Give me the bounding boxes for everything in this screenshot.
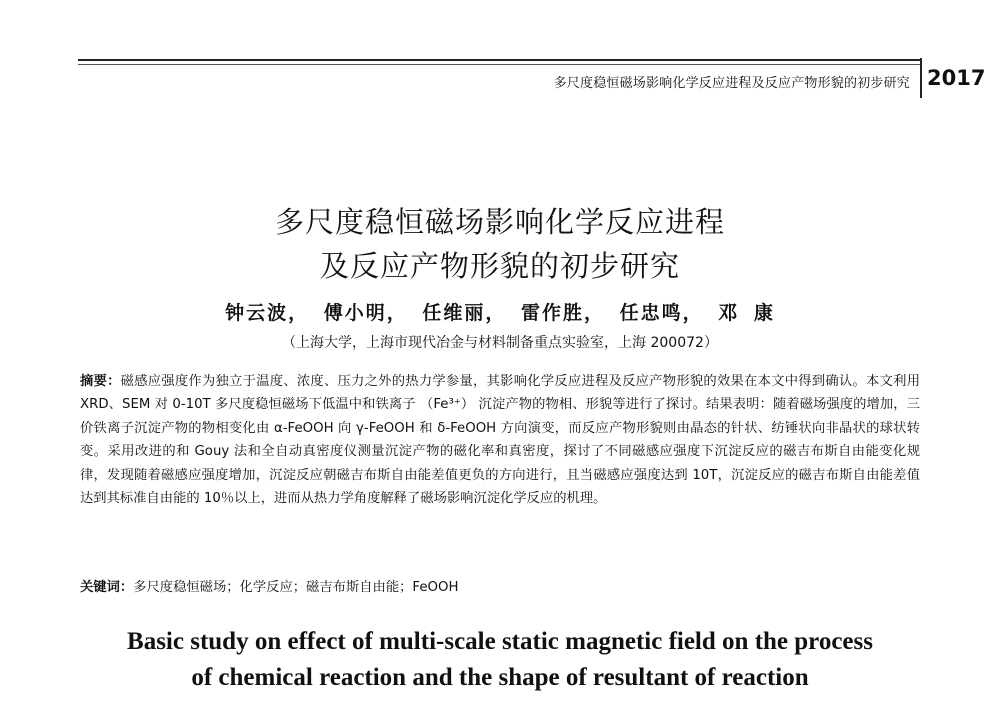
keywords [80, 576, 920, 595]
title-en-line1: Basic study on effect of multi-scale static magnetic field on the process [127, 628, 873, 655]
running-header: 多尺度稳恒磁场影响化学反应进程及反应产物形貌的初步研究 [553, 76, 910, 91]
header-divider [920, 58, 922, 98]
page-number: 2017 [927, 66, 986, 90]
header-rule [78, 59, 920, 61]
abstract-text: 磁感应强度作为独立于温度、浓度、压力之外的热力学参量，其影响化学反应进程及反应产物形貌的效果在本文中得到确认。本文利用 XRD、SEM 对 0-10T 多尺度稳恒磁场下低温中和铁离子 （Fe³⁺） 沉淀产物的物相、形貌等进行了探讨。结果表明：随着磁场强度的增加，三价铁离子沉淀产物的物相变化由 α-FeOOH 向 γ-FeOOH 和 δ-FeOOH 方向演变，而反应产物形貌则由晶态的针状、纺锤状向非晶状的球状转变。采用改进的和 Gouy 法和全自动真密度仪测量沉淀产物的磁化率和真密度，探讨了不同磁感应强度下沉淀反应的磁吉布斯自由能变化规律，发现随着磁感应强度增加，沉淀反应朝磁吉布斯自由能差值更负的方向进行，且当磁感应强度达到 10T，沉淀反应的磁吉布斯自由能差值达到其标准自由能的 10％以上，进而从热力学角度解释了磁场影响沉淀化学反应的机理。 [80, 374, 921, 507]
title-zh-line2: 及反应产物形貌的初步研究 [319, 249, 680, 283]
keywords-text: 多尺度稳恒磁场；化学反应；磁吉布斯自由能；FeOOH [133, 580, 459, 595]
authors: 钟云波， 傅小明， 任维丽， 雷作胜， 任忠鸣， 邓 康 [225, 302, 775, 324]
header-rule-thin [78, 64, 920, 65]
title-zh-line1: 多尺度稳恒磁场影响化学反应进程 [274, 205, 725, 239]
title-en-line2: of chemical reaction and the shape of resultant of reaction [191, 664, 809, 691]
abstract-label: 摘要： [80, 374, 121, 389]
abstract [80, 370, 920, 510]
affiliation: （上海大学，上海市现代冶金与材料制备重点实验室，上海 200072） [282, 335, 718, 351]
keywords-label: 关键词： [80, 580, 134, 595]
